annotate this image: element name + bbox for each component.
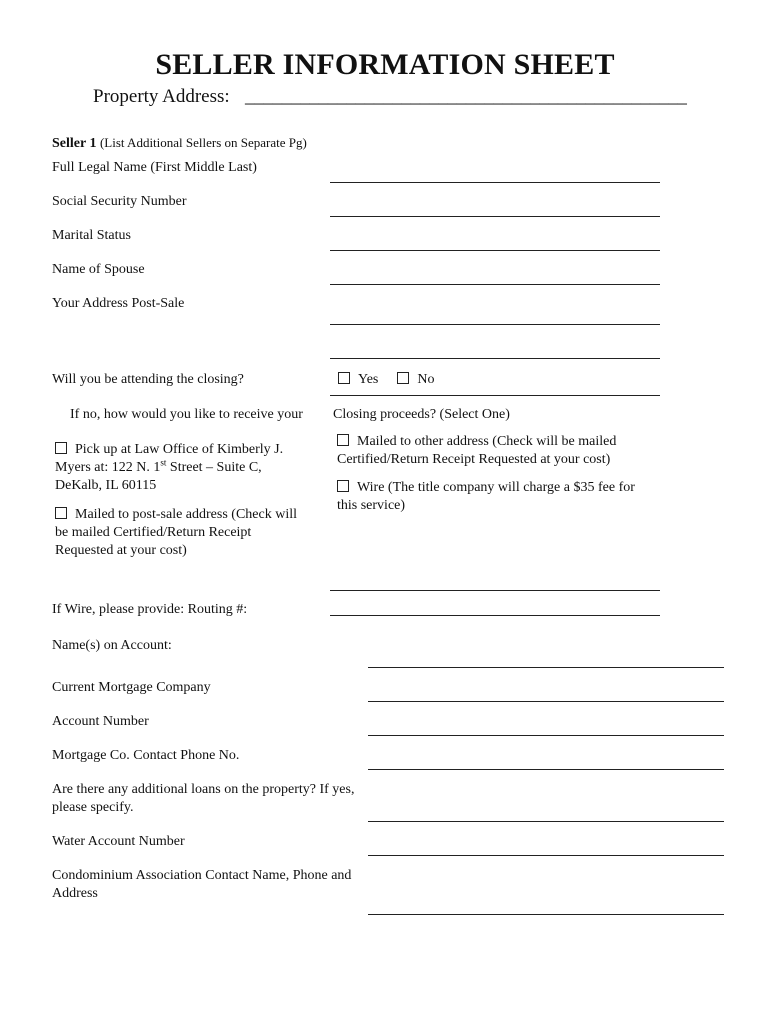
account-number-field[interactable] [368,735,724,736]
water-account-label: Water Account Number [52,834,185,849]
pickup-checkbox[interactable] [55,442,67,454]
if-no-receive-label: If no, how would you like to receive your [70,407,303,422]
pickup-option [55,441,283,495]
pickup-label-2a: Myers at: 122 N. 1 [55,460,161,475]
mortgage-company-label: Current Mortgage Company [52,680,211,695]
pickup-line-3 [55,477,283,495]
page-title: SELLER INFORMATION SHEET [155,48,615,81]
pickup-line-2 [55,459,283,477]
mortgage-phone-label: Mortgage Co. Contact Phone No. [52,748,240,763]
wire-label: Wire (The title company will charge a $35 fee for this service) [337,480,635,513]
address-post-sale-field-1[interactable] [330,324,660,325]
mailed-post-sale-option [55,506,305,560]
names-on-account-label: Name(s) on Account: [52,638,172,653]
mortgage-phone-field[interactable] [368,769,724,770]
mailed-post-sale-checkbox[interactable] [55,507,67,519]
marital-status-label: Marital Status [52,228,131,243]
attending-closing-rule [330,395,660,396]
full-legal-name-field[interactable] [330,182,660,183]
pickup-label-3: DeKalb, IL 60115 [55,478,157,493]
pickup-label-sup: st [160,457,167,468]
yes-label: Yes [358,372,379,387]
routing-label: If Wire, please provide: Routing #: [52,602,248,617]
no-checkbox[interactable] [397,372,409,384]
pickup-label-2b: Street – Suite C, [166,460,262,475]
spouse-name-field[interactable] [330,284,660,285]
full-legal-name-label: Full Legal Name (First Middle Last) [52,160,257,175]
pickup-label-1: Pick up at Law Office of Kimberly J. [75,442,284,457]
yes-checkbox[interactable] [338,372,350,384]
address-post-sale-label: Your Address Post-Sale [52,296,185,311]
attending-closing-options [338,371,435,389]
condo-association-field[interactable] [368,914,724,915]
routing-field[interactable] [330,615,660,616]
property-address-label: Property Address: [93,86,230,107]
additional-loans-label: Are there any additional loans on the property? If yes, please specify. [52,782,355,815]
ssn-field[interactable] [330,216,660,217]
wire-extra-field[interactable] [330,590,660,591]
mailed-other-label: Mailed to other address (Check will be mailed Certified/Return Receipt Requested at your cost) [337,434,617,467]
seller-heading-label: Seller 1 [52,136,97,151]
additional-loans-field[interactable] [368,821,724,822]
seller-heading [52,134,307,153]
mailed-post-sale-label: Mailed to post-sale address (Check will be mailed Certified/Return Receipt Requested at your cost) [55,507,298,558]
marital-status-field[interactable] [330,250,660,251]
spouse-name-label: Name of Spouse [52,262,145,277]
attending-closing-label: Will you be attending the closing? [52,372,244,387]
wire-option [337,479,649,515]
pickup-line-1 [55,441,283,459]
water-account-field[interactable] [368,855,724,856]
mailed-other-checkbox[interactable] [337,434,349,446]
no-label: No [417,372,435,387]
property-address-field[interactable]: ________________________________________________ [245,86,687,107]
wire-checkbox[interactable] [337,480,349,492]
condo-association-label: Condominium Association Contact Name, Phone and Address [52,868,352,901]
account-number-label: Account Number [52,714,149,729]
address-post-sale-field-2[interactable] [330,358,660,359]
mailed-other-option [337,433,647,469]
closing-proceeds-label: Closing proceeds? (Select One) [333,407,510,422]
seller-heading-note: (List Additional Sellers on Separate Pg) [99,135,307,150]
names-on-account-field[interactable] [368,667,724,668]
ssn-label: Social Security Number [52,194,187,209]
mortgage-company-field[interactable] [368,701,724,702]
